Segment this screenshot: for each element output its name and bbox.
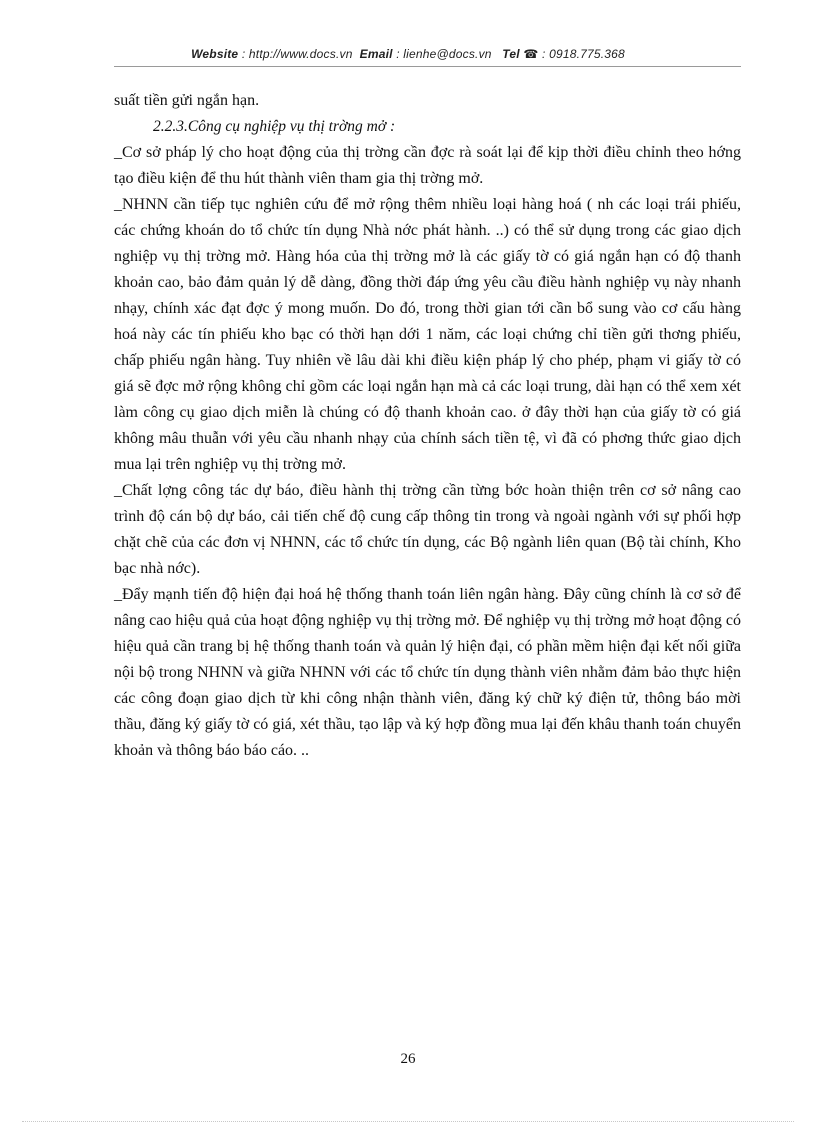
phone-icon: ☎	[523, 47, 539, 61]
website-separator: :	[238, 47, 249, 61]
intro-line: suất tiền gửi ngắn hạn.	[114, 92, 260, 109]
tel-label: Tel	[502, 47, 520, 61]
footer-divider	[22, 1121, 794, 1122]
page-header	[0, 47, 816, 61]
website-url[interactable]: http://www.docs.vn	[248, 47, 353, 61]
email-separator: :	[392, 47, 404, 61]
page-number: 26	[400, 1051, 416, 1067]
phone-number: 0918.775.368	[549, 47, 625, 61]
paragraph-instruments: _NHNN cần tiếp tục nghiên cứu để mở rộng thêm nhiều loại hàng hoá ( nh các loại trái phiếu, các chứng khoán do tổ chức tín dụng Nhà nớc phát hành. ..) có thể sử dụng trong các giao dịch nghiệp vụ thị trờng mở. Hàng hóa của thị trờng mở là các giấy tờ có giá ngắn hạn có độ thanh khoản cao, bảo đảm quản lý dễ dàng, đồng thời đáp ứng yêu cầu điều hành nghiệp vụ này nhanh nhạy, chính xác đạt đợc ý mong muốn. Do đó, trong thời gian tới cần bổ sung vào cơ cấu hàng hoá này các tín phiếu kho bạc có thời hạn dới 1 năm, các loại chứng chỉ tiền gửi thơng phiếu, chấp phiếu ngân hàng. Tuy nhiên về lâu dài khi điều kiện pháp lý cho phép, phạm vi giấy tờ có giá sẽ đợc mở rộng không chỉ gồm các loại ngắn hạn mà cả các loại trung, dài hạn có thể xem xét làm công cụ giao dịch miễn là chúng có độ thanh khoản cao. ở đây thời hạn của giấy tờ có giá không mâu thuẫn với yêu cầu nhanh nhạy của chính sách tiền tệ, vì đã có phơng thức giao dịch mua lại trên nghiệp vụ thị trờng mở.	[114, 196, 741, 473]
email-label: Email	[359, 47, 393, 61]
paragraph-forecasting: _Chất lợng công tác dự báo, điều hành thị trờng cần từng bớc hoàn thiện trên cơ sở nâng cao trình độ cán bộ dự báo, cải tiến chế độ cung cấp thông tin trong và ngoài ngành với sự phối hợp chặt chẽ của các đơn vị NHNN, các tổ chức tín dụng, các Bộ ngành liên quan (Bộ tài chính, Kho bạc nhà nớc).	[114, 482, 741, 577]
paragraph-payment-system: _Đẩy mạnh tiến độ hiện đại hoá hệ thống thanh toán liên ngân hàng. Đây cũng chính là cơ sở để nâng cao hiệu quả của hoạt động nghiệp vụ thị trờng mở. Để nghiệp vụ thị trờng mở hoạt động có hiệu quả cần trang bị hệ thống thanh toán và quản lý hiện đại, có phần mềm hiện đại kết nối giữa nội bộ trong NHNN và giữa NHNN với các tổ chức tín dụng thành viên nhằm đảm bảo thực hiện các công đoạn giao dịch từ khi công nhận thành viên, đăng ký chữ ký điện tử, thông báo mời thầu, đăng ký giấy tờ có giá, xét thầu, tạo lập và ký hợp đồng mua lại đến khâu thanh toán chuyển khoản và thông báo báo cáo. ..	[114, 586, 741, 759]
header-divider	[114, 66, 741, 67]
paragraph-legal-basis: _Cơ sở pháp lý cho hoạt động của thị trờng cần đợc rà soát lại để kịp thời điều chỉnh theo hớng tạo điều kiện để thu hút thành viên tham gia thị trờng mở.	[114, 144, 741, 187]
email-address[interactable]: lienhe@docs.vn	[403, 47, 492, 61]
tel-separator: :	[538, 47, 550, 61]
website-label: Website	[191, 47, 239, 61]
document-body	[114, 88, 741, 764]
section-heading: 2.2.3.Công cụ nghiệp vụ thị trờng mở :	[153, 118, 396, 135]
